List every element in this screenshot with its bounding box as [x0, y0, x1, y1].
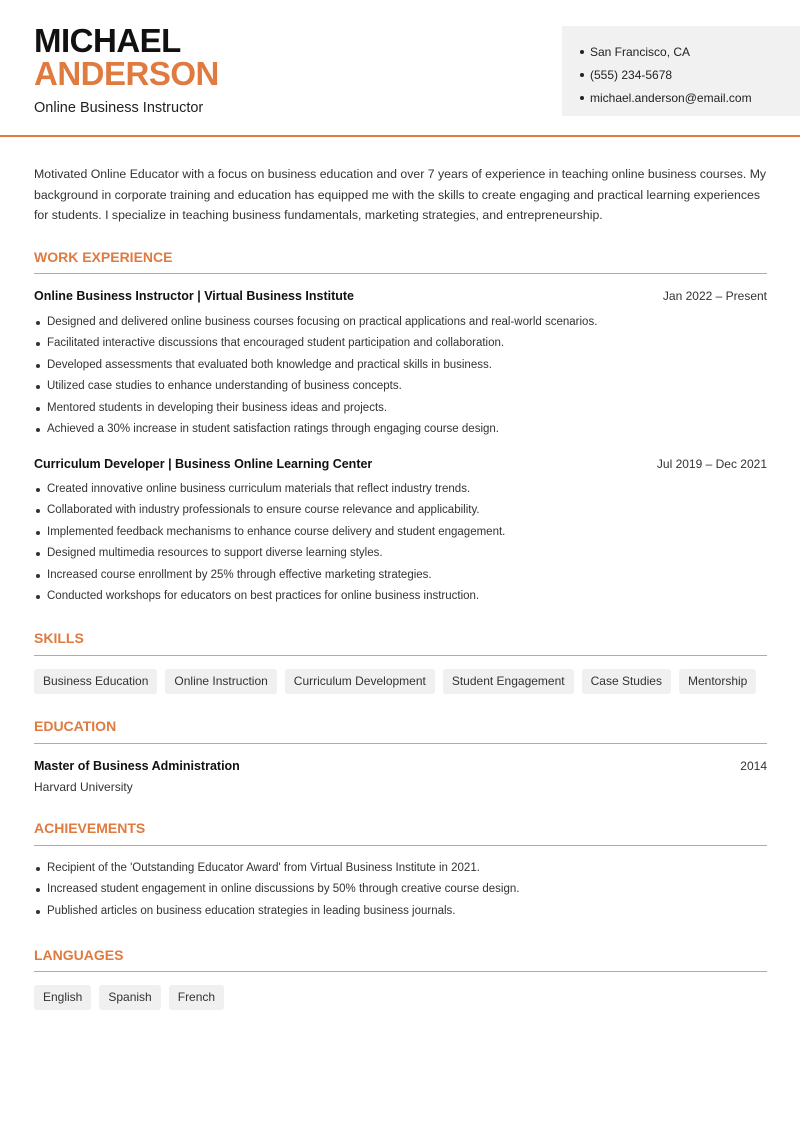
section-title-achievements: ACHIEVEMENTS: [34, 820, 146, 836]
skill-chip: Curriculum Development: [285, 669, 435, 694]
email-text: michael.anderson@email.com: [590, 91, 752, 106]
education-header: [34, 759, 767, 773]
job-role: Curriculum Developer | Business Online Learning Center: [34, 457, 373, 471]
skill-chip: Online Instruction: [165, 669, 276, 694]
list-item: Recipient of the 'Outstanding Educator Award' from Virtual Business Institute in 2021.: [34, 858, 774, 879]
bullet-icon: [580, 96, 584, 100]
job-bullets: [34, 479, 774, 607]
graduation-year: 2014: [740, 759, 767, 773]
job-role: Online Business Instructor | Virtual Business Institute: [34, 289, 355, 303]
job-bullets: [34, 312, 774, 440]
list-item: Created innovative online business curriculum materials that reflect industry trends.: [34, 479, 774, 500]
skill-chip: Case Studies: [582, 669, 671, 694]
job-header: [34, 289, 767, 303]
section-title-skills: SKILLS: [34, 630, 84, 646]
list-item: Designed multimedia resources to support diverse learning styles.: [34, 543, 774, 564]
list-item: Facilitated interactive discussions that encouraged student participation and collaboration.: [34, 333, 774, 354]
contact-email: [580, 87, 800, 110]
language-chip: French: [169, 985, 224, 1010]
list-item: Increased student engagement in online discussions by 50% through creative course design.: [34, 879, 774, 900]
resume-header: [0, 0, 800, 137]
section-title-education: EDUCATION: [34, 718, 117, 734]
achievements-list: [34, 858, 774, 922]
section-title-languages: LANGUAGES: [34, 947, 124, 963]
list-item: Collaborated with industry professionals to ensure course relevance and applicability.: [34, 500, 774, 521]
list-item: Mentored students in developing their business ideas and projects.: [34, 398, 774, 419]
section-divider: [34, 743, 767, 744]
skill-chip: Mentorship: [679, 669, 756, 694]
list-item: Developed assessments that evaluated both knowledge and practical skills in business.: [34, 355, 774, 376]
job-dates: Jan 2022 – Present: [662, 289, 767, 303]
list-item: Designed and delivered online business courses focusing on practical applications and real-world scenarios.: [34, 312, 774, 333]
skills-list: [34, 669, 756, 694]
section-divider: [34, 971, 767, 972]
skill-chip: Business Education: [34, 669, 157, 694]
phone-text: (555) 234-5678: [590, 67, 673, 82]
language-chip: English: [34, 985, 91, 1010]
section-title-work: WORK EXPERIENCE: [34, 249, 173, 265]
list-item: Conducted workshops for educators on best practices for online business instruction.: [34, 586, 774, 607]
degree: Master of Business Administration: [34, 759, 240, 773]
section-divider: [34, 845, 767, 846]
language-chip: Spanish: [99, 985, 160, 1010]
list-item: Utilized case studies to enhance understanding of business concepts.: [34, 376, 774, 397]
list-item: Published articles on business education strategies in leading business journals.: [34, 901, 774, 922]
job-title: Online Business Instructor: [34, 100, 204, 116]
languages-list: [34, 985, 224, 1010]
section-divider: [34, 655, 767, 656]
location-text: San Francisco, CA: [590, 44, 691, 59]
summary: Motivated Online Educator with a focus on business education and over 7 years of experience in teaching online business courses. My background in corporate training and education has equipped me with the skills to create engaging and practical learning experiences for students. I specialize in teaching business fundamentals, marketing strategies, and entrepreneurship.: [34, 167, 767, 222]
school: Harvard University: [34, 780, 133, 794]
list-item: Achieved a 30% increase in student satisfaction ratings through engaging course design.: [34, 419, 774, 440]
contact-box: [562, 26, 800, 116]
bullet-icon: [580, 73, 584, 77]
contact-phone: [580, 63, 800, 86]
contact-location: [580, 40, 800, 63]
last-name: ANDERSON: [34, 55, 219, 92]
list-item: Increased course enrollment by 25% through effective marketing strategies.: [34, 565, 774, 586]
bullet-icon: [580, 50, 584, 54]
job-header: [34, 457, 767, 471]
skill-chip: Student Engagement: [443, 669, 574, 694]
job-dates: Jul 2019 – Dec 2021: [656, 457, 767, 471]
first-name: MICHAEL: [34, 22, 181, 59]
list-item: Implemented feedback mechanisms to enhance course delivery and student engagement.: [34, 522, 774, 543]
section-divider: [34, 273, 767, 274]
